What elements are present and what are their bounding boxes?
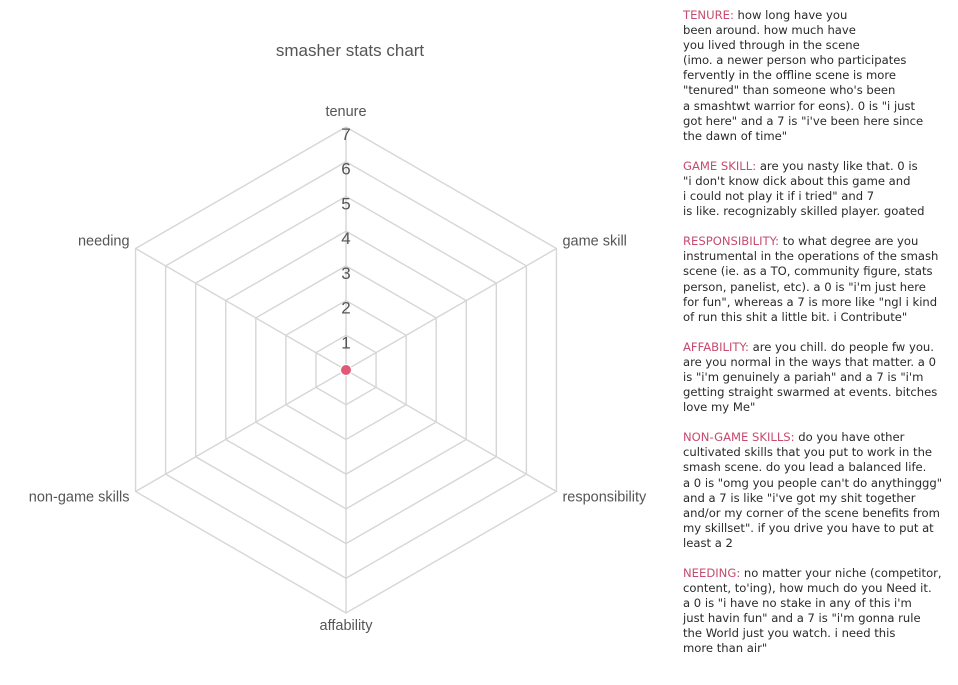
desc-non-game-skills: [683, 430, 953, 551]
axis-label-non-game-skills: non-game skills: [28, 489, 130, 506]
chart-title: smasher stats chart: [275, 41, 425, 60]
desc-game-skill: [683, 159, 953, 219]
tick-label: 5: [341, 194, 351, 214]
stat-descriptions: [683, 8, 953, 672]
desc-keyword: TENURE:: [683, 8, 734, 22]
tick-label: 3: [341, 263, 351, 283]
desc-text: are you nasty like that. 0 is "i don't know dick about this game and i could not play it if i tried" and 7 is like. recognizably skilled player. goated: [683, 158, 925, 219]
desc-keyword: AFFABILITY:: [683, 339, 749, 354]
tick-label: 7: [341, 125, 351, 144]
desc-keyword: GAME SKILL:: [683, 158, 757, 173]
axis-spoke: [346, 370, 556, 492]
desc-keyword: RESPONSIBILITY:: [683, 234, 780, 249]
desc-tenure: [683, 8, 953, 144]
tick-label: 2: [341, 298, 351, 318]
axis-label-needing: needing: [77, 233, 130, 250]
axis-spoke: [346, 249, 556, 371]
axis-label-tenure: tenure: [325, 104, 367, 120]
desc-needing: [683, 566, 953, 657]
tick-label: 1: [341, 333, 351, 353]
tick-label: 6: [341, 159, 351, 179]
desc-affability: [683, 340, 953, 415]
desc-text: how long have you been around. how much have you lived through in the scene (imo. a newer person who participates fervently in the offline scene is more "tenured" than someone who's been a smashtwt warrior for eons). 0 is "i just got here" and a 7 is "i've been here since the dawn of time": [683, 8, 924, 143]
desc-keyword: NON-GAME SKILLS:: [683, 430, 795, 445]
axis-label-responsibility: responsibility: [562, 489, 647, 506]
data-point-needing: [341, 365, 352, 376]
desc-keyword: NEEDING:: [683, 566, 741, 580]
desc-responsibility: [683, 234, 953, 325]
axis-spoke: [136, 249, 346, 371]
desc-text: do you have other cultivated skills that you put to work in the smash scene. do you lead a balanced life. a 0 is "omg you people can't do anythinggg" and a 7 is like "i've got my shit together and/or my corner of the scene benefits from my skillset". if you drive you have to put at least a 2: [683, 430, 943, 550]
axis-label-affability: affability: [319, 618, 373, 634]
desc-text: no matter your niche (competitor, content, to'ing), how much do you Need it. a 0 is "i have no stake in any of this i'm just havin fun" and a 7 is "i'm gonna rule the World just you watch. i need this more than air": [683, 566, 942, 656]
axis-label-game-skill: game skill: [562, 233, 627, 250]
tick-label: 4: [341, 229, 351, 249]
desc-text: are you chill. do people fw you. are you normal in the ways that matter. a 0 is "i'm genuinely a pariah" and a 7 is "i'm getting straight swarmed at events. bitches love my Me": [683, 339, 938, 415]
desc-text: to what degree are you instrumental in the operations of the smash scene (ie. as a TO, community figure, stats person, panelist, etc). a 0 is "i'm just here for fun", whereas a 7 is more like "ngl i kind of run this shit a little bit. i Contribute": [683, 234, 939, 324]
axis-spoke: [136, 370, 346, 492]
